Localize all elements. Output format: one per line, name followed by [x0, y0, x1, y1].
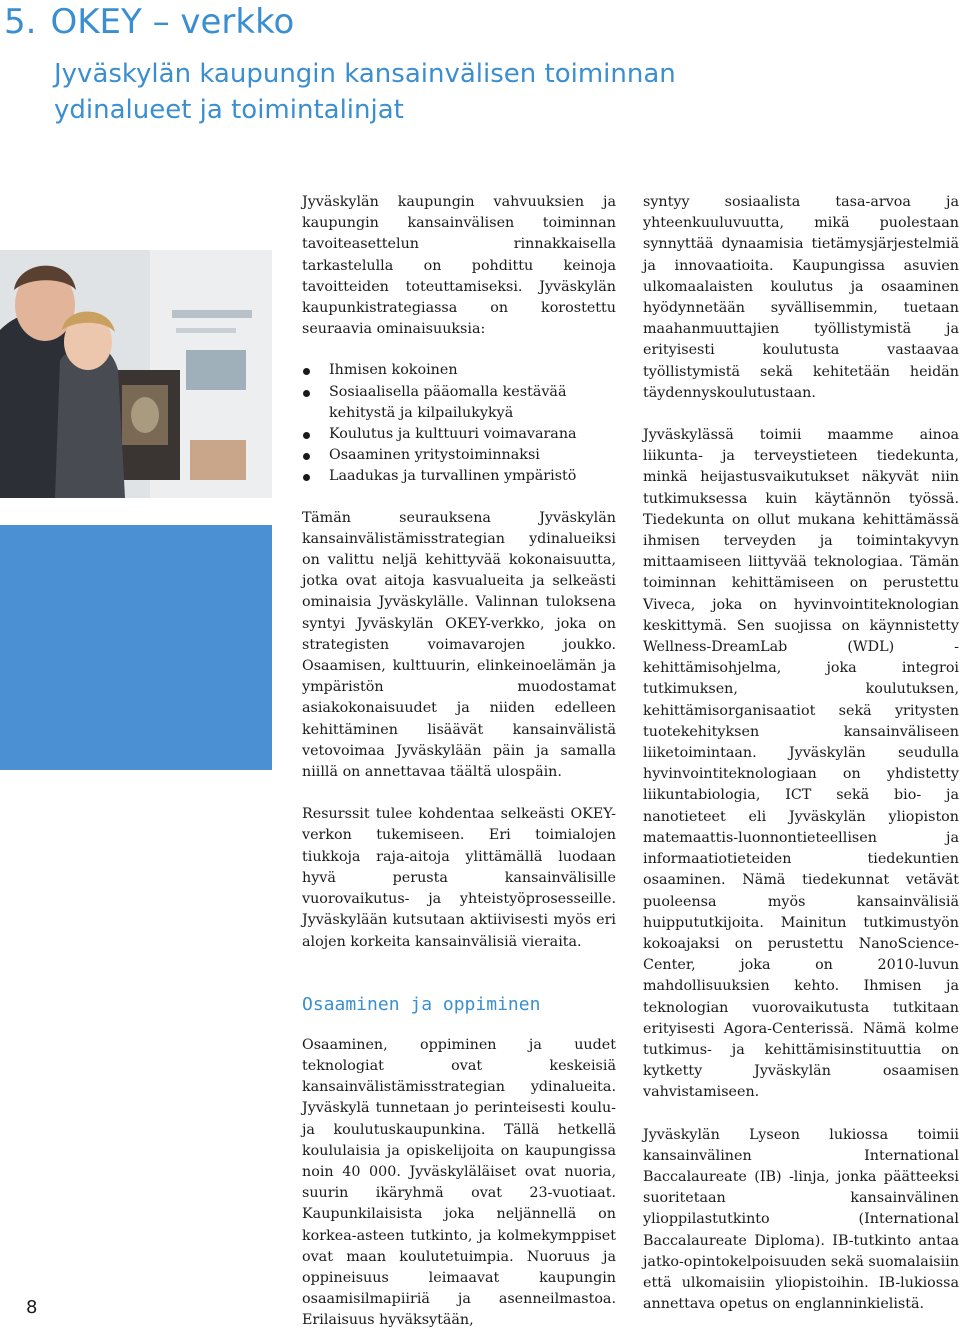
- learning-paragraph: Osaaminen, oppiminen ja uudet teknologiat ovat keskeisiä kansainvälistämisstrategian ydinalueita. Jyväskylä tunnetaan jo perinteisesti koulu- ja koulutuskaupunkina. Tällä hetkellä koululaisia ja opiskelijoita on kaupungissa noin 40 000. Jyväskyläläiset ovat nuoria, suurin ikäryhmä ovat 23-vuotiaat. Kaupunkilaisista joka neljännellä on korkea-asteen tutkinto, ja kolmekymppiset ovat maan koulutetuimpia. Nuoruus ja oppineisuus leimaavat kaupungin osaamisilmapiiriä ja asenneilmastoa. Erilaisuus hyväksytään,: [302, 1036, 616, 1329]
- page-number: 8: [26, 1297, 38, 1318]
- chapter-number: 5.: [4, 2, 37, 42]
- intro-paragraph: Jyväskylän kaupungin vahvuuksien ja kaupungin kansainvälisen toiminnan tavoiteasettelun rinnakkaisella tarkastelulla on pohdittu keinoja tavoitteiden toteuttamiseksi. Jyväskylän kaupunkistrategiassa on korostettu seuraavia ominaisuuksia:: [302, 194, 616, 338]
- exhibition-photo: [0, 250, 272, 498]
- resources-paragraph: Resurssit tulee kohdentaa selkeästi OKEY-verkon tukemiseen. Eri toimialojen tiukkoja raja-aitoja ylittämällä luodaan hyvä perusta kansainvälisille vuorovaikutus- ja yhteistyöprosesseille. Jyväskylään kutsutaan aktiivisesti myös eri alojen korkeita kansainvälisiä vieraita.: [302, 806, 616, 950]
- middle-column: [302, 192, 616, 1332]
- right-column: [643, 192, 959, 1315]
- bullet-item: Ihmisen kokoinen: [302, 360, 616, 381]
- bullet-icon: [303, 453, 310, 460]
- bullet-item: Sosiaalisella pääomalla kestävää kehitystä ja kilpailukykyä: [302, 382, 616, 424]
- bullet-icon: [303, 368, 310, 375]
- bullet-item: Osaaminen yritystoiminnaksi: [302, 445, 616, 466]
- bullet-icon: [303, 474, 310, 481]
- chapter-subtitle: Jyväskylän kaupungin kansainvälisen toiminnan ydinalueet ja toimintalinjat: [54, 59, 676, 125]
- section-heading: Osaaminen ja oppiminen: [302, 993, 541, 1015]
- bullet-item: Laadukas ja turvallinen ympäristö: [302, 466, 616, 487]
- okey-network-paragraph: Tämän seurauksena Jyväskylän kansainvälistämisstrategian ydinalueiksi on valittu neljä kehittyvää kokonaisuutta, jotka ovat aitoja kasvualueita ja selkeästi ominaisia Jyväskylälle. Valinnan tuloksena syntyi Jyväskylän OKEY-verkko, joka on strategisten voimavarojen joukko. Osaamisen, kulttuurin, elinkeinoelämän ja ympäristön muodostamat asiakokonaisuudet ja niiden edelleen kehittäminen lisäävät kansainvälistä vetovoimaa Jyväskylään päin ja samalla niillä on annettavaa täältä ulospäin.: [302, 509, 616, 781]
- decorative-blue-block: [0, 525, 272, 770]
- faculty-paragraph: Jyväskylässä toimii maamme ainoa liikunta- ja terveystieteen tiedekunta, minkä heijastusvaikutukset näkyvät niin tutkimuksessa kuin käytännön työssä. Tiedekunta on ollut mukana kehittämässä ihmisen terveyden ja toimintakyvyn mittaamiseen liittyvää teknologiaa. Tämän toiminnan kehittämiseen on perustettu Viveca, joka on hyvinvointiteknologian keskittymä. Sen suojissa on käynnistetty Wellness-DreamLab (WDL) -kehittämisohjelma, joka integroi tutkimuksen, koulutuksen, kehittämisorganisaatiot sekä yritysten tuotekehityksen kansainväliseen liiketoimintaan. Jyväskylän seudulla hyvinvointiteknologiaan on yhdistetty liikuntabiologia, ICT sekä bio- ja nanotieteet eli Jyväskylän yliopiston matemaattis-luonnontieteellisen ja informaatiotieteiden tiedekuntien osaaminen. Nämä tiedekunnat vetävät puoleensa myös kansainvälisiä huippututkijoita. Mainitun tutkimustyön kokoajaksi on perustettu NanoScience-Center, joka on 2010-luvun mahdollisuuksien kehto. Ihmisen ja teknologian vuorovaikutusta tutkitaan erityisesti Agora-Centerissä. Nämä kolme tutkimus- ja kehittämisinstituuttia on kytketty Jyväskylän osaamisen vahvistamiseen.: [643, 427, 959, 1101]
- chapter-title-text: OKEY – verkko: [50, 2, 295, 42]
- equality-paragraph: syntyy sosiaalista tasa-arvoa ja yhteenkuuluvuutta, mikä puolestaan synnyttää dynaamisia tietämysjärjestelmiä ja innovaatioita. Kaupungissa asuvien ulkomaalaisten koulutus ja osaaminen hyödynnetään syvällisemmin, tuetaan maahanmuuttajien työllistymistä ja erityisesti koulutusta vastaavaa työllistymistä sekä kehitetään heidän täydennyskoulutustaan.: [643, 194, 959, 401]
- ib-paragraph: Jyväskylän Lyseon lukiossa toimii kansainvälinen International Baccalaureate (IB) -linja, jonka päätteeksi suoritetaan kansainvälinen ylioppilastutkinto (International Baccalaureate Diploma). IB-tutkinto antaa jatko-opintokelpoisuuden sekä suomalaisiin että ulkomaisiin yliopistoihin. IB-lukiossa annettava opetus on englanninkielistä.: [643, 1126, 959, 1313]
- bullet-icon: [303, 432, 310, 439]
- strategy-bullet-list: [302, 360, 616, 487]
- bullet-item: Koulutus ja kulttuuri voimavarana: [302, 424, 616, 445]
- chapter-title: [4, 2, 294, 42]
- bullet-icon: [303, 390, 310, 397]
